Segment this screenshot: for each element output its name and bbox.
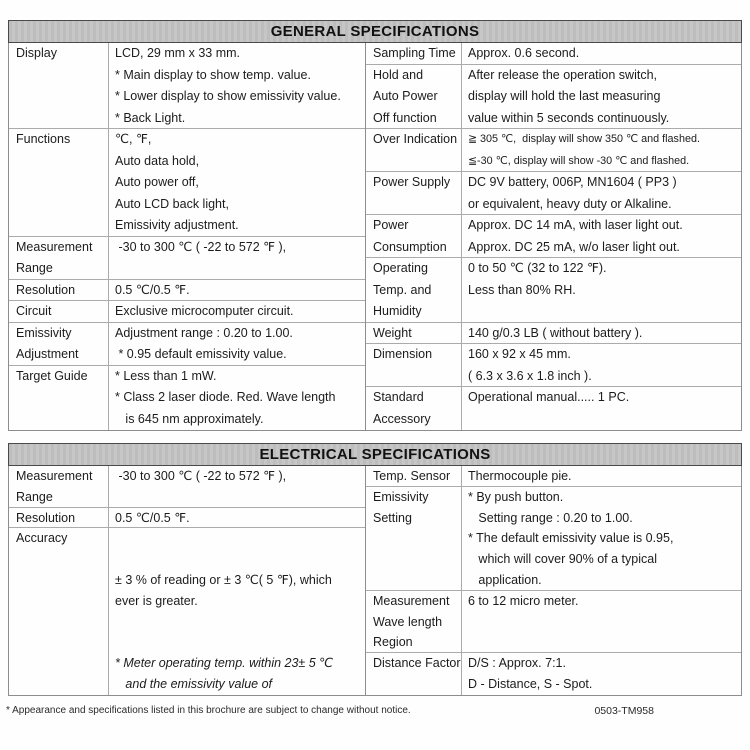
spec-label xyxy=(366,466,462,486)
text-line: Weight xyxy=(373,325,412,340)
text-line: Auto data hold, xyxy=(115,153,200,168)
spec-label xyxy=(9,43,109,128)
general-left-column xyxy=(9,43,365,430)
spec-value xyxy=(462,466,741,486)
spec-value xyxy=(109,466,365,507)
text-line: value within 5 seconds continuously. xyxy=(468,110,670,125)
electrical-spec-title: ELECTRICAL SPECIFICATIONS xyxy=(8,443,742,466)
text-line: * Meter operating temp. within 23± 5 ℃ xyxy=(115,656,334,671)
spec-value xyxy=(462,172,741,214)
row-target-guide xyxy=(9,366,365,431)
text-line: Wave length xyxy=(373,614,443,629)
electrical-right-column xyxy=(365,466,741,695)
spec-label xyxy=(9,301,109,322)
text-line: Thermocouple pie. xyxy=(468,469,572,483)
footnote: * Appearance and specifications listed in this brochure are subject to change without notice. xyxy=(6,704,411,716)
accuracy-note-lines xyxy=(115,653,365,695)
spec-value xyxy=(109,508,365,528)
text-line: which will cover 90% of a typical xyxy=(468,552,657,567)
row-emissivity-setting xyxy=(366,487,741,591)
text-line: Measurement xyxy=(16,469,93,483)
text-line: * By push button. xyxy=(468,489,564,504)
text-line: D/S : Approx. 7:1. xyxy=(468,656,566,671)
text-line: 0.5 ℃/0.5 ℉. xyxy=(115,282,190,297)
text-line: is 645 nm approximately. xyxy=(115,411,264,426)
row-temp-sensor xyxy=(366,466,741,487)
row-measurement-range xyxy=(9,466,365,508)
spec-value xyxy=(462,215,741,257)
spec-label xyxy=(366,129,462,171)
spec-label xyxy=(9,528,109,694)
spec-value xyxy=(462,344,741,386)
text-line: 0 to 50 ℃ (32 to 122 ℉). xyxy=(468,261,607,275)
text-line: Distance Factor xyxy=(373,656,461,671)
spec-label xyxy=(366,258,462,322)
text-line: * Class 2 laser diode. Red. Wave length xyxy=(115,390,336,404)
text-line: Range xyxy=(16,489,53,504)
spec-value xyxy=(462,591,741,652)
spec-label xyxy=(9,366,109,431)
text-line: Off function xyxy=(373,110,437,125)
spec-label xyxy=(9,323,109,365)
spec-value xyxy=(462,258,741,322)
spec-value xyxy=(462,129,741,171)
row-weight xyxy=(366,323,741,345)
spec-label xyxy=(366,653,462,695)
text-line: Adjustment range : 0.20 to 1.00. xyxy=(115,325,293,340)
text-line: Power xyxy=(373,218,409,232)
text-line: Consumption xyxy=(373,239,447,254)
spec-value xyxy=(109,528,365,694)
text-line: Over Indication xyxy=(373,132,458,146)
row-accuracy xyxy=(9,528,365,694)
text-line: ≦-30 ℃, display will show -30 ℃ and flashed. xyxy=(468,154,690,167)
text-line: Dimension xyxy=(373,347,433,361)
text-line: and the emissivity value of xyxy=(115,676,273,691)
text-line: Approx. DC 14 mA, with laser light out. xyxy=(468,218,683,232)
text-line: Standard xyxy=(373,390,424,404)
electrical-left-column xyxy=(9,466,365,695)
spec-value xyxy=(462,65,741,129)
text-line: Emissivity xyxy=(16,325,72,340)
text-line: ℃, ℉, xyxy=(115,132,152,146)
spec-label xyxy=(366,43,462,64)
row-display xyxy=(9,43,365,129)
row-functions xyxy=(9,129,365,237)
text-line: Range xyxy=(16,261,53,275)
text-line: DC 9V battery, 006P, MN1604 ( PP3 ) xyxy=(468,175,677,189)
accuracy-main-lines xyxy=(115,570,365,612)
text-line: LCD, 29 mm x 33 mm. xyxy=(115,46,241,60)
text-line: Approx. 0.6 second. xyxy=(468,46,580,60)
spec-label xyxy=(366,172,462,214)
text-line: Resolution xyxy=(16,510,76,525)
row-circuit xyxy=(9,301,365,323)
spec-value xyxy=(462,43,741,64)
row-hold-auto-power-off xyxy=(366,65,741,130)
text-line: Less than 80% RH. xyxy=(468,282,576,297)
row-resolution xyxy=(9,280,365,302)
spec-label xyxy=(366,591,462,652)
general-spec-table xyxy=(8,20,742,431)
text-line: Auto power off, xyxy=(115,175,199,189)
text-line: ever is greater. xyxy=(115,593,198,608)
text-line: 0.5 ℃/0.5 ℉. xyxy=(115,510,190,525)
text-line: Resolution xyxy=(16,282,76,297)
text-line: * Less than 1 mW. xyxy=(115,368,217,383)
text-line: Operational manual..... 1 PC. xyxy=(468,390,630,404)
row-over-indication xyxy=(366,129,741,172)
text-line: D - Distance, S - Spot. xyxy=(468,676,593,691)
text-line: Functions xyxy=(16,132,71,146)
text-line: * 0.95 default emissivity value. xyxy=(115,347,287,361)
row-power-consumption xyxy=(366,215,741,258)
text-line: Measurement xyxy=(373,593,450,608)
page-footer xyxy=(0,705,750,717)
general-spec-body xyxy=(8,43,742,431)
row-operating-temp-humidity xyxy=(366,258,741,323)
text-line: Region xyxy=(373,635,413,650)
text-line: Humidity xyxy=(373,304,422,318)
spec-value xyxy=(109,301,365,322)
text-line: After release the operation switch, xyxy=(468,67,657,82)
spec-label xyxy=(9,466,109,507)
spec-label xyxy=(9,508,109,528)
spec-label xyxy=(9,237,109,279)
text-line: display will hold the last measuring xyxy=(468,89,661,103)
text-line: Power Supply xyxy=(373,175,451,189)
text-line: Temp. Sensor xyxy=(373,469,451,483)
text-line: -30 to 300 ℃ ( -22 to 572 ℉ ), xyxy=(115,239,287,254)
spec-label xyxy=(366,323,462,344)
text-line: Sampling Time xyxy=(373,46,456,60)
text-line: Temp. and xyxy=(373,282,432,297)
text-line: Emissivity xyxy=(373,489,429,504)
text-line: Display xyxy=(16,46,57,60)
spec-label xyxy=(366,387,462,430)
spec-value xyxy=(109,43,365,128)
text-line: Emissivity adjustment. xyxy=(115,218,239,232)
text-line: Setting range : 0.20 to 1.00. xyxy=(468,510,633,525)
spec-value xyxy=(462,653,741,695)
row-distance-factor xyxy=(366,653,741,695)
text-line: Accuracy xyxy=(16,531,68,546)
row-measurement-range xyxy=(9,237,365,280)
text-line: Measurement xyxy=(16,239,93,254)
text-line: Operating xyxy=(373,261,428,275)
general-right-column xyxy=(365,43,741,430)
text-line: Adjustment xyxy=(16,347,79,361)
text-line: Approx. DC 25 mA, w/o laser light out. xyxy=(468,239,680,254)
spec-label xyxy=(366,344,462,386)
text-line: Auto Power xyxy=(373,89,438,103)
spec-label xyxy=(366,487,462,590)
spec-value xyxy=(462,487,741,590)
row-power-supply xyxy=(366,172,741,215)
text-line: ≧ 305 ℃, display will show 350 ℃ and flashed. xyxy=(468,133,700,145)
spec-value xyxy=(109,280,365,301)
text-line: 6 to 12 micro meter. xyxy=(468,593,579,608)
electrical-spec-body xyxy=(8,466,742,696)
text-line: * Back Light. xyxy=(115,110,186,125)
text-line: Accessory xyxy=(373,411,431,426)
spec-value xyxy=(109,323,365,365)
spec-value xyxy=(109,366,365,431)
text-line: Setting xyxy=(373,510,412,525)
text-line: Hold and xyxy=(373,67,424,82)
spec-label xyxy=(366,65,462,129)
row-standard-accessory xyxy=(366,387,741,430)
text-line: ( 6.3 x 3.6 x 1.8 inch ). xyxy=(468,368,592,383)
row-emissivity-adjustment xyxy=(9,323,365,366)
text-line: * Lower display to show emissivity value. xyxy=(115,89,341,103)
text-line: ± 3 % of reading or ± 3 ℃( 5 ℉), which xyxy=(115,572,332,587)
spec-value xyxy=(462,323,741,344)
text-line: or equivalent, heavy duty or Alkaline. xyxy=(468,196,672,211)
row-resolution xyxy=(9,508,365,529)
spec-value xyxy=(462,387,741,430)
text-line: Circuit xyxy=(16,304,52,318)
row-dimension xyxy=(366,344,741,387)
general-spec-title: GENERAL SPECIFICATIONS xyxy=(8,20,742,43)
text-line: 160 x 92 x 45 mm. xyxy=(468,347,571,361)
row-measurement-wavelength-region xyxy=(366,591,741,653)
text-line: -30 to 300 ℃ ( -22 to 572 ℉ ), xyxy=(115,469,287,483)
text-line: Exclusive microcomputer circuit. xyxy=(115,304,294,318)
document-code: 0503-TM958 xyxy=(594,704,654,717)
spec-label xyxy=(9,280,109,301)
spec-label xyxy=(9,129,109,236)
text-line: 140 g/0.3 LB ( without battery ). xyxy=(468,325,643,340)
text-line: application. xyxy=(468,572,542,587)
text-line: * Main display to show temp. value. xyxy=(115,67,311,82)
spec-label xyxy=(366,215,462,257)
spec-value xyxy=(109,237,365,279)
text-line: Target Guide xyxy=(16,368,88,383)
text-line: Auto LCD back light, xyxy=(115,196,229,211)
text-line: * The default emissivity value is 0.95, xyxy=(468,531,674,546)
spec-value xyxy=(109,129,365,236)
row-sampling-time xyxy=(366,43,741,65)
electrical-spec-table xyxy=(8,443,742,696)
